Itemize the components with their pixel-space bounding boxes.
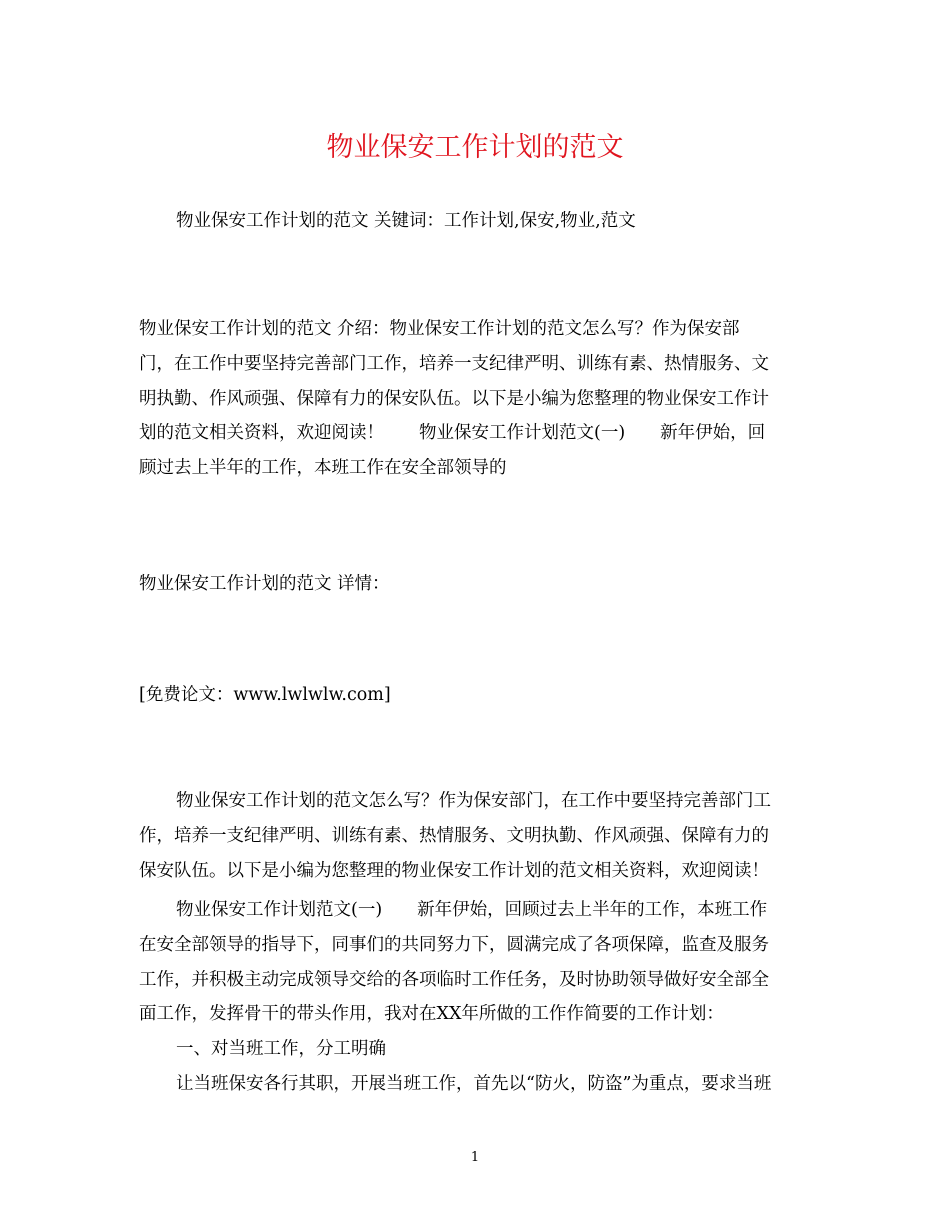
body-line: 在安全部领导的指导下，同事们的共同努力下，圆满完成了各项保障，监查及服务: [139, 934, 769, 955]
body-paragraph-3: [139, 1067, 811, 1102]
intro-paragraph: [139, 312, 811, 486]
body-line: 物业保安工作计划范文(一) 新年伊始，回顾过去上半年的工作，本班工作: [176, 900, 768, 920]
document-title: 物业保安工作计划的范文: [326, 132, 624, 163]
body-paragraph-2: [139, 893, 811, 1032]
details-label: 物业保安工作计划的范文 详情：: [139, 574, 390, 594]
body-line: 保安队伍。以下是小编为您整理的物业保安工作计划的范文相关资料，欢迎阅读！: [139, 860, 769, 881]
intro-line: 顾过去上半年的工作，本班工作在安全部领导的: [139, 458, 507, 479]
body-line: 面工作，发挥骨干的带头作用，我对在XX年所做的工作作简要的工作计划：: [139, 1004, 724, 1025]
body-line: 让当班保安各行其职，开展当班工作，首先以“防火，防盗”为重点，要求当班: [176, 1074, 772, 1094]
body-paragraph-1: [139, 784, 811, 888]
keywords-line: 物业保安工作计划的范文 关键词：工作计划,保安,物业,范文: [176, 211, 636, 231]
body-line: 物业保安工作计划的范文怎么写？作为保安部门，在工作中要坚持完善部门工: [176, 791, 771, 811]
page-number: 1: [470, 1150, 480, 1165]
intro-line: 明执勤、作风顽强、保障有力的保安队伍。以下是小编为您整理的物业保安工作计: [139, 388, 769, 409]
section-heading: 一、对当班工作，分工明确: [176, 1039, 386, 1059]
intro-line: 划的范文相关资料，欢迎阅读！ 物业保安工作计划范文(一) 新年伊始，回: [139, 423, 766, 444]
intro-line: 门，在工作中要坚持完善部门工作，培养一支纪律严明、训练有素、热情服务、文: [139, 353, 769, 374]
free-paper-link[interactable]: [免费论文：www.lwlwlw.com]: [139, 685, 391, 705]
intro-line: 物业保安工作计划的范文 介绍：物业保安工作计划的范文怎么写？作为保安部: [139, 319, 740, 339]
body-line: 作，培养一支纪律严明、训练有素、热情服务、文明执勤、作风顽强、保障有力的: [139, 825, 769, 846]
body-line: 工作，并积极主动完成领导交给的各项临时工作任务，及时协助领导做好安全部全: [139, 969, 769, 990]
